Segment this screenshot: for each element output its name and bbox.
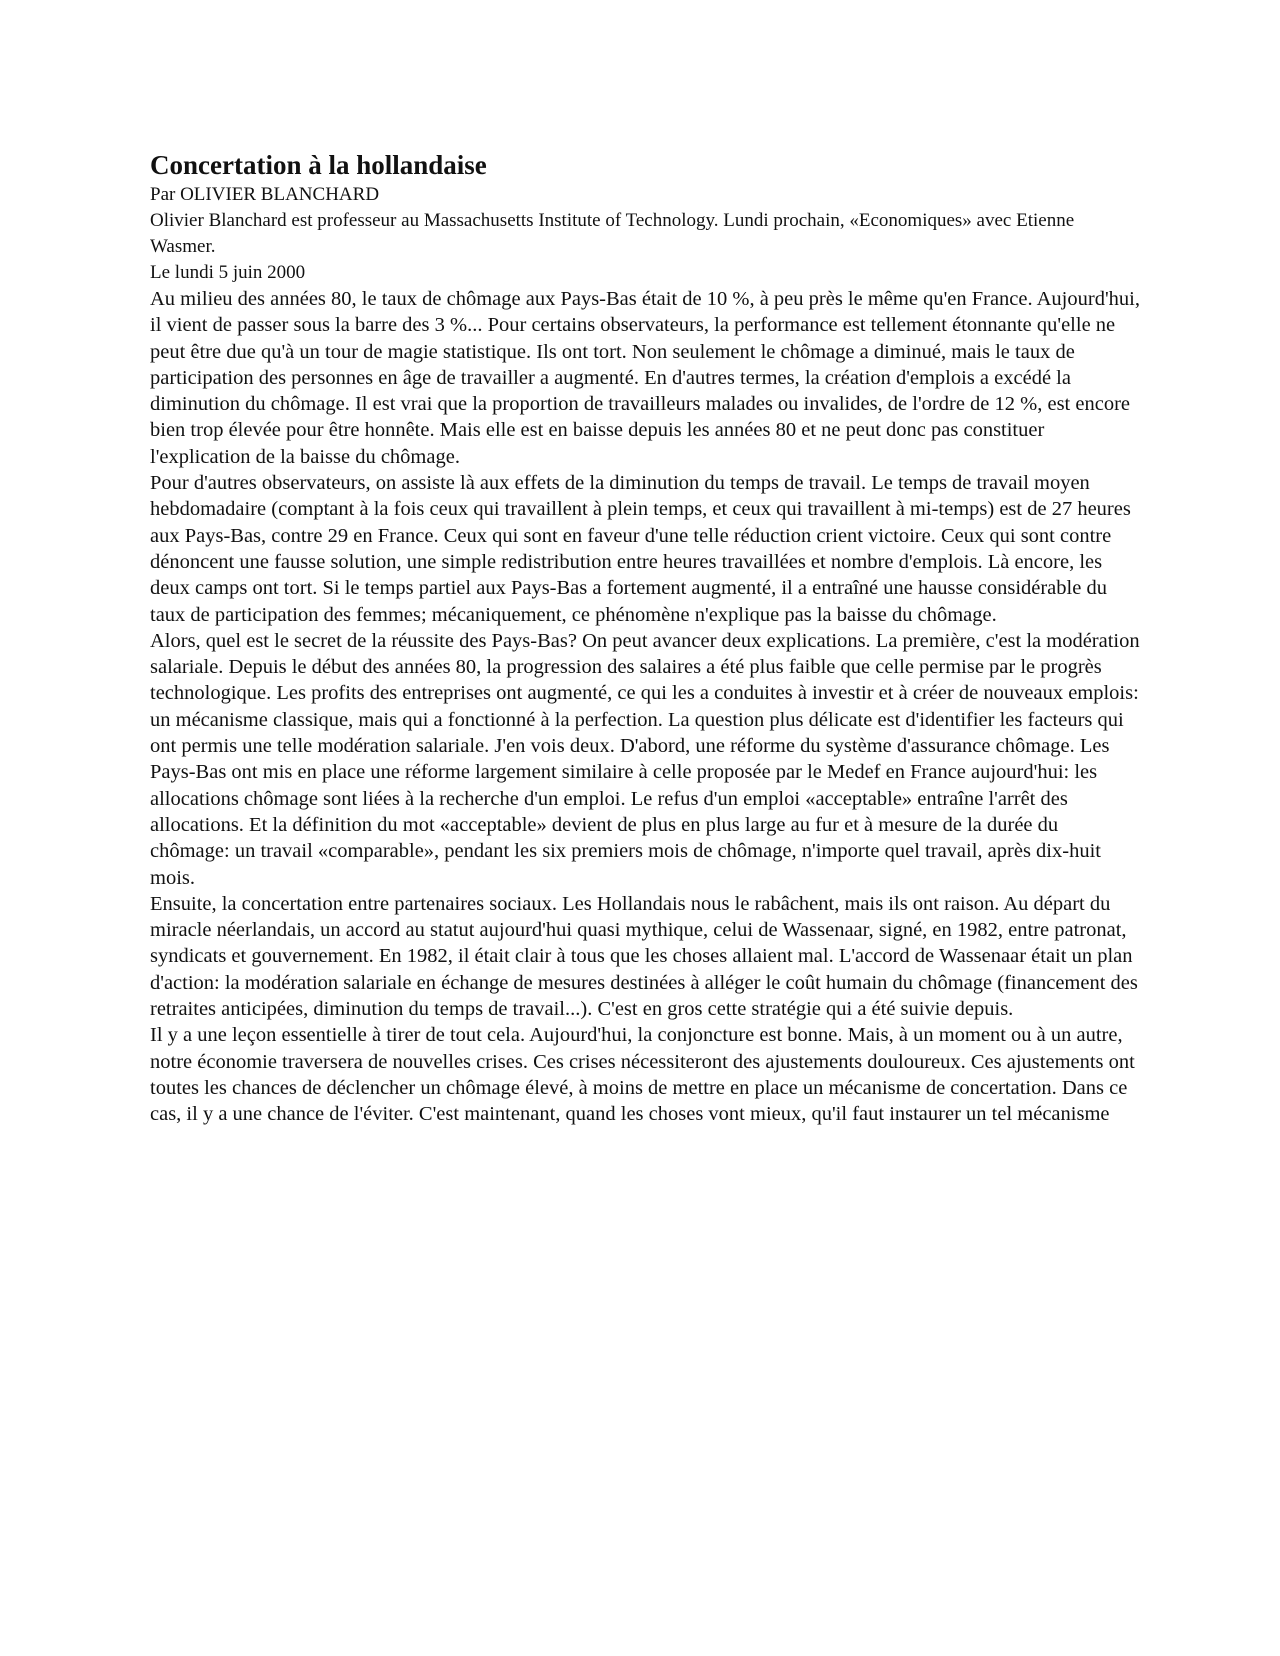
paragraph-1: Au milieu des années 80, le taux de chômage aux Pays-Bas était de 10 %, à peu près le même qu'en France. Aujourd'hui, il vient de passer sous la barre des 3 %... Pour certains observateurs, la performance est tellement étonnante qu'elle ne peut être due qu'à un tour de magie statistique. Ils ont tort. Non seulement le chômage a diminué, mais le taux de participation des personnes en âge de travailler a augmenté. En d'autres termes, la création d'emplois a excédé la diminution du chômage. Il est vrai que la proportion de travailleurs malades ou invalides, de l'ordre de 12 %, est encore bien trop élevée pour être honnête. Mais elle est en baisse depuis les années 80 et ne peut donc pas constituer l'explication de la baisse du chômage. bbox=[150, 288, 1140, 468]
author-note: Olivier Blanchard est professeur au Massachusetts Institute of Technology. Lundi prochain, «Economiques» avec Etienne Wasmer. bbox=[150, 210, 1075, 257]
paragraph-5: Il y a une leçon essentielle à tirer de tout cela. Aujourd'hui, la conjoncture est bonne. Mais, à un moment ou à un autre, notre économie traversera de nouvelles crises. Ces crises nécessiteront des ajustements douloureux. Ces ajustements ont toutes les chances de déclencher un chômage élevé, à moins de mettre en place un mécanisme de concertation. Dans ce cas, il y a une chance de l'éviter. C'est maintenant, quand les choses vont mieux, qu'il faut instaurer un tel mécanisme bbox=[150, 1024, 1135, 1126]
article-title: Concertation à la hollandaise bbox=[150, 150, 487, 180]
article-date: Le lundi 5 juin 2000 bbox=[150, 262, 306, 283]
paragraph-4: Ensuite, la concertation entre partenaires sociaux. Les Hollandais nous le rabâchent, mais ils ont raison. Au départ du miracle néerlandais, un accord au statut aujourd'hui quasi mythique, celui de Wassenaar, signé, en 1982, entre patronat, syndicats et gouvernement. En 1982, il était clair à tous que les choses allaient mal. L'accord de Wassenaar était un plan d'action: la modération salariale en échange de mesures destinées à alléger le coût humain du chômage (financement des retraites anticipées, diminution du temps de travail...). C'est en gros cette stratégie qui a été suivie depuis. bbox=[150, 892, 1138, 1021]
paragraph-2: Pour d'autres observateurs, on assiste là aux effets de la diminution du temps de travail. Le temps de travail moyen hebdomadaire (comptant à la fois ceux qui travaillent à plein temps, et ceux qui travaillent à mi-temps) est de 27 heures aux Pays-Bas, contre 29 en France. Ceux qui sont en faveur d'une telle réduction crient victoire. Ceux qui sont contre dénoncent une fausse solution, une simple redistribution entre heures travaillées et nombre d'emplois. Là encore, les deux camps ont tort. Si le temps partiel aux Pays-Bas a fortement augmenté, il a entraîné une hausse considérable du taux de participation des femmes; mécaniquement, ce phénomène n'explique pas la baisse du chômage. bbox=[150, 472, 1131, 626]
byline: Par OLIVIER BLANCHARD bbox=[150, 184, 380, 205]
article bbox=[150, 148, 1140, 1128]
paragraph-3: Alors, quel est le secret de la réussite des Pays-Bas? On peut avancer deux explications. La première, c'est la modération salariale. Depuis le début des années 80, la progression des salaires a été plus faible que celle permise par le progrès technologique. Les profits des entreprises ont augmenté, ce qui les a conduites à investir et à créer de nouveaux emplois: un mécanisme classique, mais qui a fonctionné à la perfection. La question plus délicate est d'identifier les facteurs qui ont permis une telle modération salariale. J'en vois deux. D'abord, une réforme du système d'assurance chômage. Les Pays-Bas ont mis en place une réforme largement similaire à celle proposée par le Medef en France aujourd'hui: les allocations chômage sont liées à la recherche d'un emploi. Le refus d'un emploi «acceptable» entraîne l'arrêt des allocations. Et la définition du mot «acceptable» devient de plus en plus large au fur et à mesure de la durée du chômage: un travail «comparable», pendant les six premiers mois de chômage, n'importe quel travail, après dix-huit mois. bbox=[150, 629, 1140, 889]
